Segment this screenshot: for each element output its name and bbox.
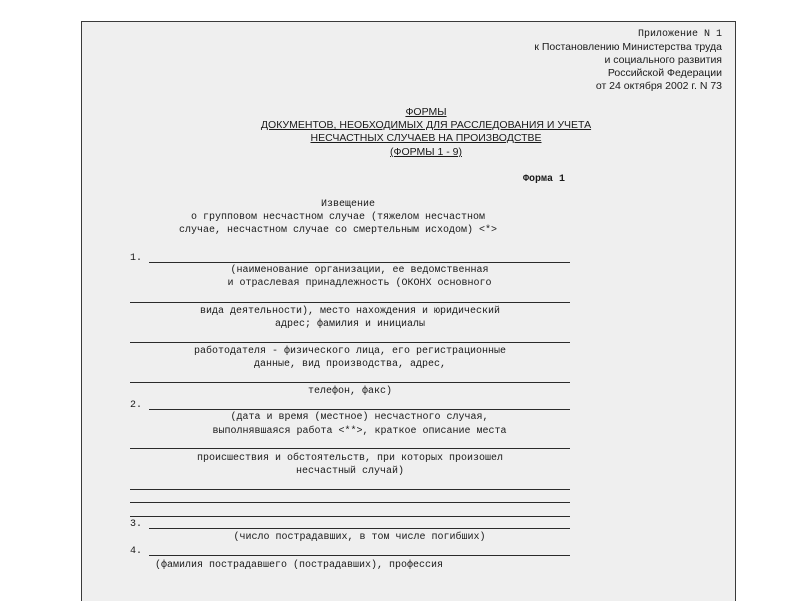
notice-subtitle-line-2: случае, несчастном случае со смертельным исходом) <*>: [178, 225, 498, 236]
item-1-fill-line-3: [130, 342, 570, 343]
item-1-hint-6: данные, вид производства, адрес,: [253, 359, 447, 370]
item-4-number: 4.: [130, 546, 143, 557]
item-4-hint-1: (фамилия пострадавшего (пострадавших), профессия: [155, 560, 444, 571]
item-1-fill-line-4: [130, 382, 570, 383]
item-1-hint-7: телефон, факс): [307, 386, 392, 397]
forms-title-line-2: ДОКУМЕНТОВ, НЕОБХОДИМЫХ ДЛЯ РАССЛЕДОВАНИЯ И УЧЕТА: [260, 119, 592, 131]
item-1-fill-line-1: [149, 262, 570, 263]
forms-title-line-3: НЕСЧАСТНЫХ СЛУЧАЕВ НА ПРОИЗВОДСТВЕ: [310, 132, 542, 144]
item-2-fill-line-5: [130, 516, 570, 517]
item-1-fill-line-2: [130, 302, 570, 303]
item-2-fill-line-1: [149, 409, 570, 410]
item-3-hint-1: (число пострадавших, в том числе погибших): [233, 532, 486, 543]
item-1-hint-4: адрес; фамилия и инициалы: [274, 319, 426, 330]
item-1-hint-1: (наименование организации, ее ведомственная: [230, 265, 489, 276]
notice-subtitle-line-1: о групповом несчастном случае (тяжелом несчастном: [190, 212, 486, 223]
appendix-line-1: Приложение N 1: [637, 29, 722, 40]
item-3-fill-line-1: [149, 528, 570, 529]
item-2-number: 2.: [130, 400, 143, 411]
item-1-number: 1.: [130, 253, 143, 264]
appendix-line-5: от 24 октября 2002 г. N 73: [595, 80, 722, 92]
item-1-hint-3: вида деятельности), место нахождения и юридический: [199, 306, 501, 317]
item-2-fill-line-3: [130, 489, 570, 490]
item-4-fill-line-1: [149, 555, 570, 556]
item-2-fill-line-4: [130, 502, 570, 503]
item-2-hint-4: несчастный случай): [295, 466, 405, 477]
document-page: [81, 21, 736, 601]
forms-title-line-4: (ФОРМЫ 1 - 9): [390, 146, 462, 158]
item-2-hint-1: (дата и время (местное) несчастного случая,: [230, 412, 489, 423]
item-1-hint-5: работодателя - физического лица, его регистрационные: [193, 346, 507, 357]
appendix-line-2: к Постановлению Министерства труда: [534, 41, 722, 53]
item-2-hint-3: происшествия и обстоятельств, при которых произошел: [196, 453, 504, 464]
item-3-number: 3.: [130, 519, 143, 530]
appendix-line-4: Российской Федерации: [607, 67, 722, 79]
forms-title-line-1: ФОРМЫ: [405, 106, 447, 118]
form-number-label: Форма 1: [523, 174, 566, 185]
notice-title: Извещение: [320, 199, 375, 210]
appendix-line-3: и социального развития: [604, 54, 722, 66]
item-1-hint-2: и отраслевая принадлежность (ОКОНХ основного: [227, 278, 492, 289]
item-2-fill-line-2: [130, 448, 570, 449]
item-2-hint-2: выполнявшаяся работа <**>, краткое описание места: [212, 426, 507, 437]
